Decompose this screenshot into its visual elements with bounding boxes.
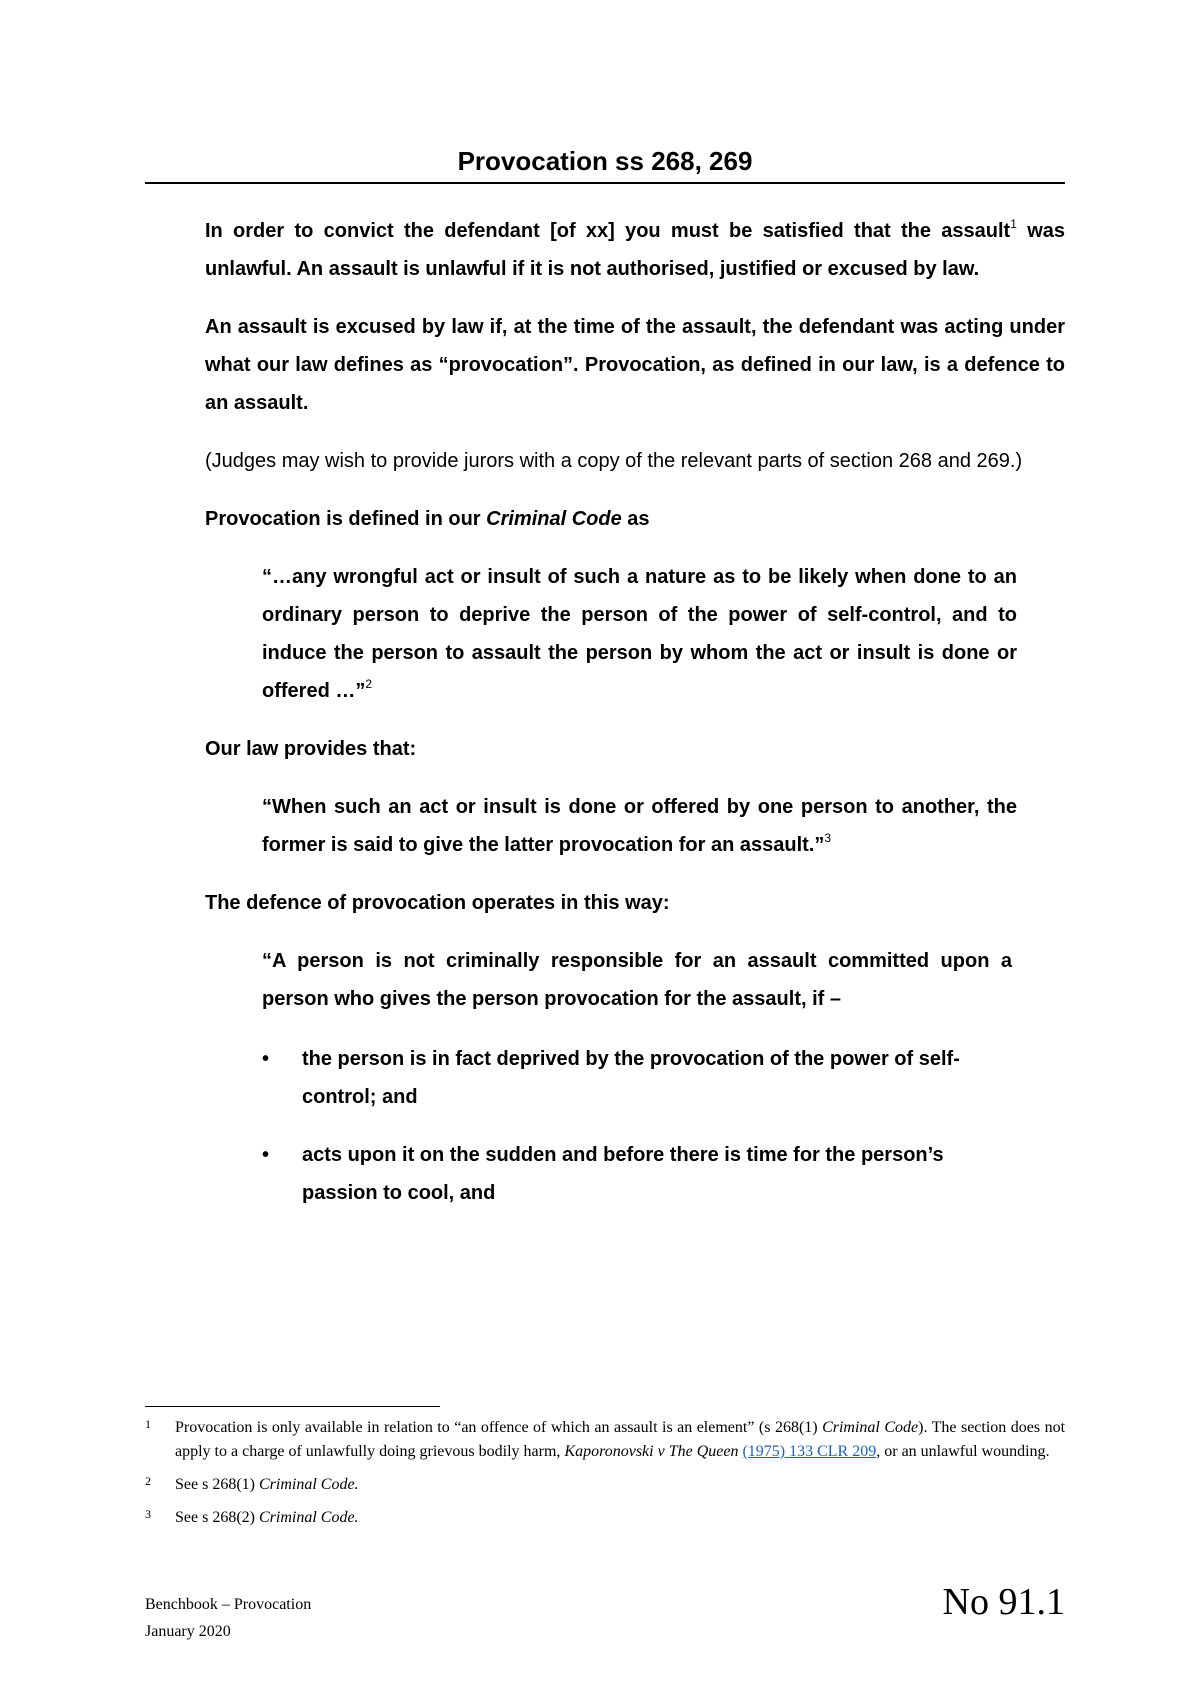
footnote-1-text [175, 1416, 1065, 1464]
quote-1 [262, 558, 1017, 710]
page-number: No 91.1 [942, 1581, 1065, 1623]
page-title: Provocation ss 268, 269 [457, 146, 753, 176]
footer-left [145, 1591, 311, 1645]
paragraph-6: The defence of provocation operates in this way: [205, 892, 670, 914]
footnote-1-text-a: Provocation is only available in relation to “an offence of which an assault is an element” (s 268(1) [175, 1419, 823, 1436]
quote-1-text: “…any wrongful act or insult of such a nature as to be likely when done to an ordinary person to deprive the person of the power of self-control, and to induce the person to assault the person by whom the act or insult is done or offered …” [262, 566, 1017, 702]
footnotes [145, 1416, 1065, 1539]
paragraph-5: Our law provides that: [205, 738, 417, 760]
paragraph-1 [205, 212, 1065, 288]
footnote-1 [145, 1416, 1065, 1464]
list-item [262, 1040, 1017, 1116]
footnote-2-text [175, 1473, 1065, 1497]
footnote-1-text-b: ). The section does not apply to a charge of unlawfully doing grievous bodily harm, [175, 1419, 1066, 1460]
footnote-ref-3[interactable]: 3 [824, 831, 832, 845]
bullet-list [262, 1040, 1017, 1212]
footnote-1-italic-code: Criminal Code [822, 1419, 919, 1436]
paragraph-3-judges-note: (Judges may wish to provide jurors with a copy of the relevant parts of section 268 and 269.) [205, 450, 1023, 472]
footnote-3-text-a: See s 268(2) [175, 1509, 259, 1526]
quote-3: “A person is not criminally responsible for an assault committed upon a person who gives the person provocation for the assault, if – [262, 950, 1012, 1010]
paragraph-4 [205, 500, 1065, 538]
paragraph-2: An assault is excused by law if, at the time of the assault, the defendant was acting under what our law defines as “provocation”. Provocation, as defined in our law, is a defence to an assault. [205, 316, 1065, 414]
bullet-icon: • [262, 1144, 270, 1166]
footnote-2 [145, 1473, 1065, 1497]
footnote-2-number: 2 [145, 1474, 151, 1488]
paragraph-1-text-a: In order to convict the defendant [of xx] you must be satisfied that the assault [205, 220, 1011, 242]
criminal-code-italic: Criminal Code [486, 508, 622, 530]
footer-benchbook-label: Benchbook – Provocation [145, 1596, 312, 1613]
case-citation-link[interactable]: (1975) 133 CLR 209 [742, 1443, 877, 1460]
quote-2 [262, 788, 1017, 864]
document-body [205, 212, 1065, 1232]
footnote-3-text [175, 1506, 1065, 1530]
footnote-2-text-a: See s 268(1) [175, 1476, 259, 1493]
footer-date: January 2020 [145, 1623, 231, 1640]
footnote-ref-1[interactable]: 1 [1010, 217, 1017, 231]
footnote-separator [145, 1406, 440, 1407]
footnote-1-case-name: Kaporonovski v The Queen [564, 1443, 739, 1460]
list-item-text: the person is in fact deprived by the provocation of the power of self-control; and [302, 1048, 960, 1108]
footnote-3-italic: Criminal Code. [258, 1509, 359, 1526]
footnote-3-number: 3 [145, 1507, 151, 1521]
list-item-text: acts upon it on the sudden and before there is time for the person’s passion to cool, and [302, 1144, 944, 1204]
paragraph-4-text-a: Provocation is defined in our [205, 508, 487, 530]
paragraph-4-text-b: as [621, 508, 650, 530]
title-underline [145, 182, 1065, 184]
paragraph-1-text-b: was unlawful. An assault is unlawful if it is not authorised, justified or excused by law. [205, 220, 1065, 280]
bullet-icon: • [262, 1048, 270, 1070]
list-item [262, 1136, 1017, 1212]
footnote-1-text-c: , or an unlawful wounding. [876, 1443, 1050, 1460]
footnote-2-italic: Criminal Code. [258, 1476, 359, 1493]
footnote-3 [145, 1506, 1065, 1530]
footnote-ref-2[interactable]: 2 [365, 677, 373, 691]
quote-2-text: “When such an act or insult is done or offered by one person to another, the former is said to give the latter provocation for an assault.” [262, 796, 1017, 856]
footnote-1-number: 1 [145, 1417, 151, 1431]
